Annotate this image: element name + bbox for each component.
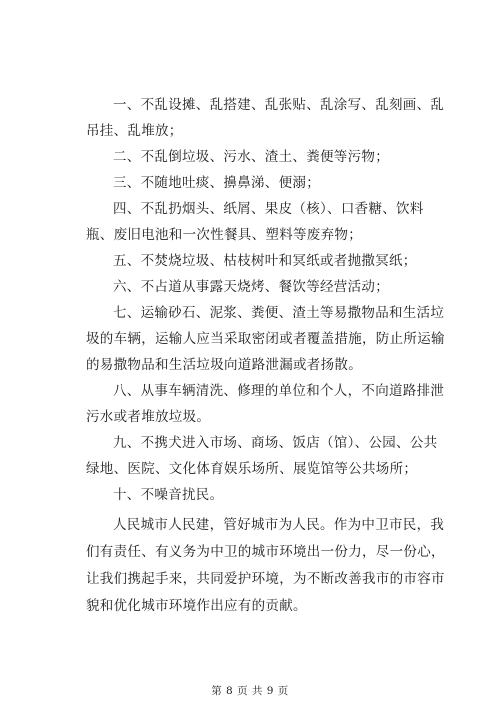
paragraph-10: 十、不噪音扰民。 [113, 487, 224, 503]
paragraph-2: 二、不乱倒垃圾、污水、渣土、粪便等污物； [113, 149, 389, 165]
paragraph-6: 六、不占道从事露天烧烤、餐饮等经营活动； [113, 279, 389, 295]
paragraph-7: 七、运输砂石、泥浆、粪便、渣土等易撒物品和生活垃圾的车辆，运输人应当采取密闭或者覆盖措施，防止所运输的易撒物品和生活垃圾向道路泄漏或者扬散。 [86, 305, 445, 373]
paragraph-9: 九、不携犬进入市场、商场、饭店（馆）、公园、公共绿地、医院、文化体育娱乐场所、展览馆等公共场所； [86, 435, 438, 477]
paragraph-3: 三、不随地吐痰、擤鼻涕、便溺； [113, 175, 320, 191]
paragraph-8: 八、从事车辆清洗、修理的单位和个人，不向道路排泄污水或者堆放垃圾。 [86, 383, 445, 425]
paragraph-4: 四、不乱扔烟头、纸屑、果皮（核）、口香糖、饮料瓶、废旧电池和一次性餐具、塑料等废弃物； [86, 201, 424, 243]
closing-paragraph: 人民城市人民建，管好城市为人民。作为中卫市民，我们有责任、有义务为中卫的城市环境出一份力，尽一份心，让我们携起手来，共同爱护环境，为不断改善我市的市容市貌和优化城市环境作出应有的贡献。 [86, 517, 445, 614]
paragraph-1: 一、不乱设摊、乱搭建、乱张贴、乱涂写、乱刻画、乱吊挂、乱堆放； [86, 97, 445, 139]
page-footer: 第 8 页 共 9 页 [211, 685, 289, 697]
paragraph-5: 五、不焚烧垃圾、枯枝树叶和冥纸或者抛撒冥纸； [113, 253, 417, 269]
